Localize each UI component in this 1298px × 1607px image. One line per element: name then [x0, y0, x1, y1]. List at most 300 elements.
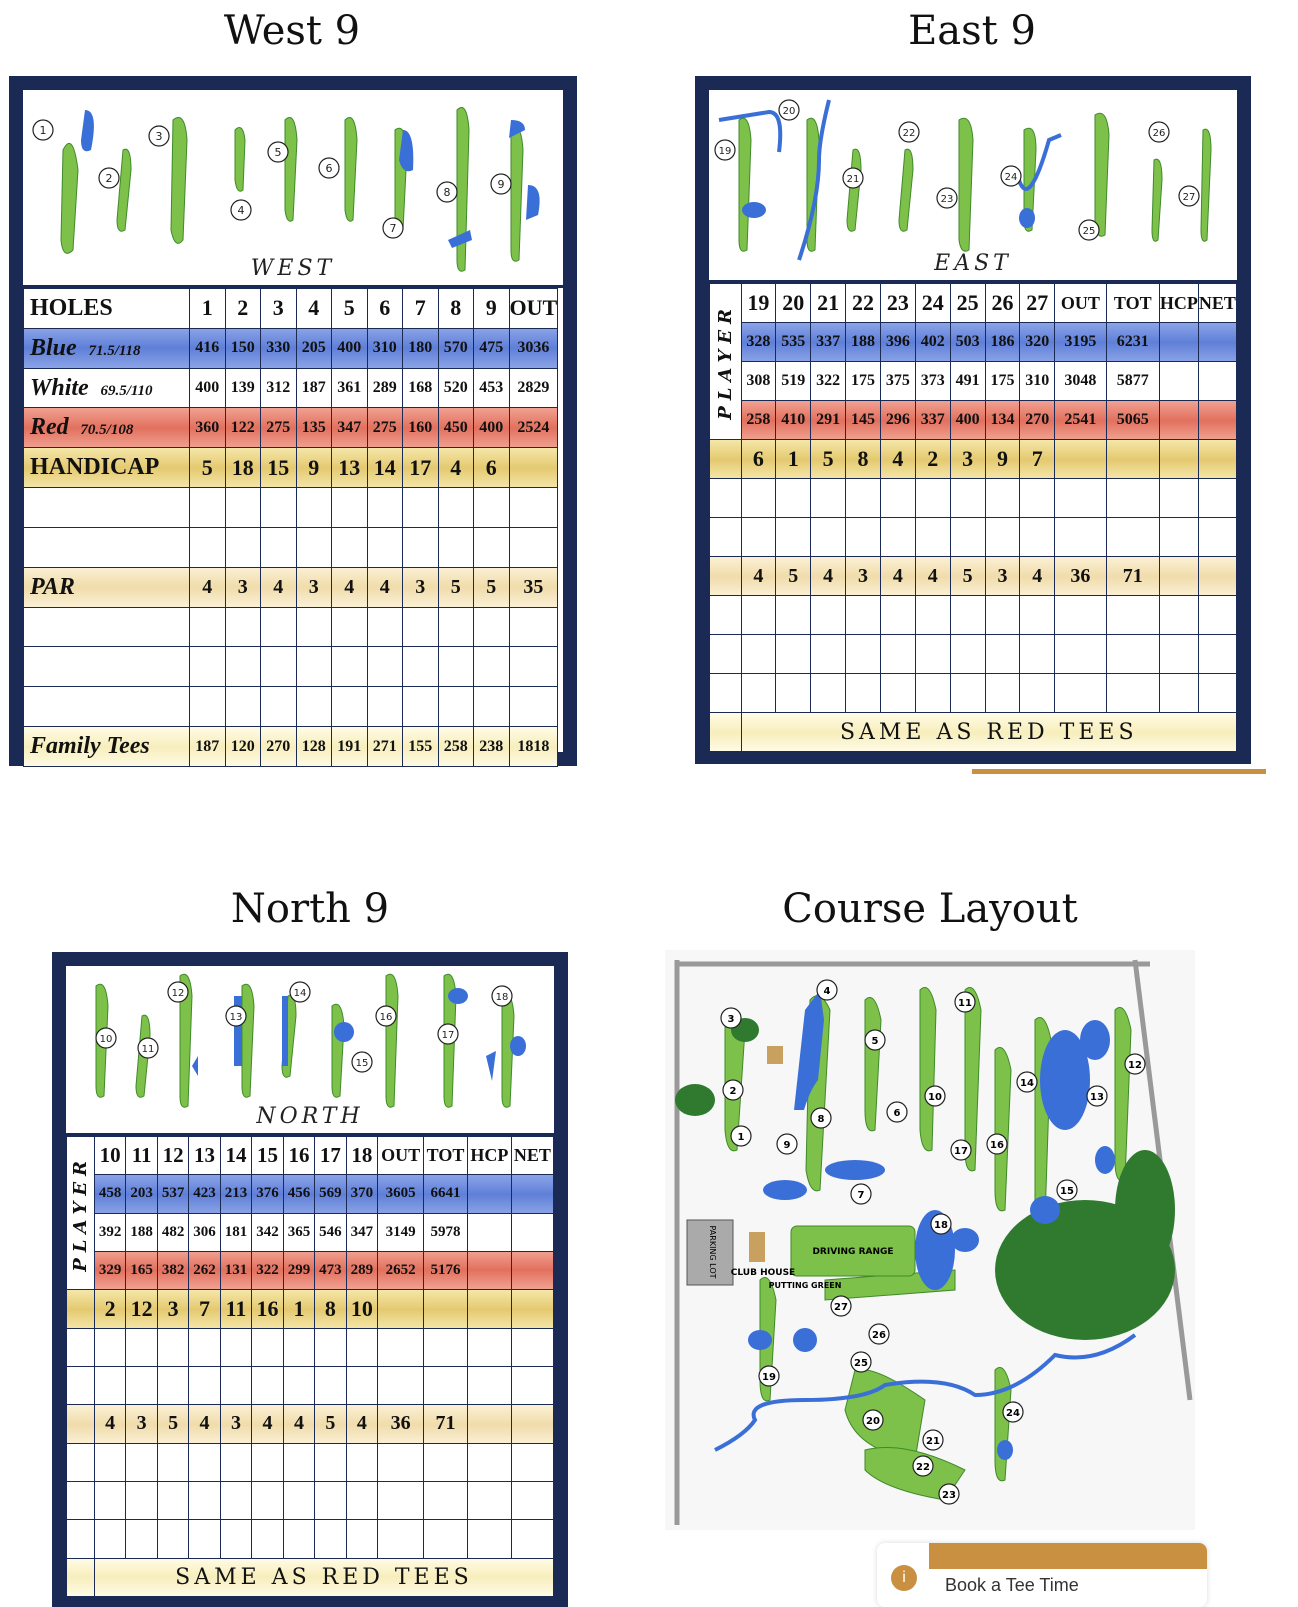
score-cell[interactable]: [261, 647, 297, 687]
book-tee-time-button[interactable]: [877, 1543, 1207, 1607]
score-cell[interactable]: [24, 647, 190, 687]
score-cell[interactable]: [315, 1481, 346, 1519]
hole-number: TOT: [424, 1137, 468, 1175]
score-cell[interactable]: [1055, 479, 1106, 518]
score-cell[interactable]: [811, 674, 846, 713]
score-cell[interactable]: [438, 527, 474, 567]
score-cell[interactable]: [846, 479, 881, 518]
score-cell[interactable]: [467, 1443, 511, 1481]
score-cell[interactable]: [252, 1443, 283, 1481]
score-cell[interactable]: [741, 596, 776, 635]
hole-marker-label: 19: [762, 1372, 776, 1383]
score-cell[interactable]: [367, 647, 403, 687]
score-cell[interactable]: [710, 479, 742, 518]
score-cell[interactable]: [378, 1481, 424, 1519]
score-cell[interactable]: [509, 687, 558, 727]
score-cell[interactable]: [252, 1328, 283, 1366]
svg-text:8: 8: [443, 186, 451, 199]
white-yardage-cell: 3149: [378, 1213, 424, 1251]
score-cell[interactable]: [126, 1481, 157, 1519]
score-cell[interactable]: [474, 687, 510, 727]
course-layout-map: [665, 950, 1195, 1530]
yardage-cell: 347: [332, 408, 368, 448]
hole-number: TOT: [1106, 284, 1159, 323]
score-cell[interactable]: [367, 687, 403, 727]
score-cell[interactable]: [811, 596, 846, 635]
east-course-map: [709, 90, 1237, 283]
score-cell[interactable]: [283, 1520, 314, 1558]
white-yardage-cell: 365: [283, 1213, 314, 1251]
hole-number: 10: [94, 1137, 125, 1175]
hole-number: 19: [741, 284, 776, 323]
score-cell[interactable]: [474, 647, 510, 687]
handicap-cell: 7: [189, 1290, 220, 1328]
score-cell[interactable]: [710, 596, 742, 635]
table-row: [24, 289, 558, 329]
score-cell[interactable]: [1020, 479, 1055, 518]
score-cell[interactable]: [261, 488, 297, 528]
yardage-cell: 570: [438, 328, 474, 368]
score-cell[interactable]: [741, 635, 776, 674]
hole-number: 27: [1020, 284, 1055, 323]
tee-name: White: [30, 374, 89, 401]
score-cell[interactable]: [261, 687, 297, 727]
handicap-cell: 11: [220, 1290, 251, 1328]
red-yardage-cell: 2652: [378, 1251, 424, 1289]
hole-marker-label: 5: [871, 1036, 879, 1047]
score-cell[interactable]: [225, 488, 261, 528]
white-yardage-cell: 546: [315, 1213, 346, 1251]
score-cell[interactable]: [424, 1481, 468, 1519]
family-yardage-cell: 120: [225, 727, 261, 767]
score-cell[interactable]: [225, 687, 261, 727]
score-cell[interactable]: [367, 527, 403, 567]
east-title: East 9: [908, 8, 1036, 54]
score-cell[interactable]: [776, 479, 811, 518]
score-cell[interactable]: [157, 1328, 188, 1366]
score-cell[interactable]: [511, 1366, 553, 1404]
score-cell[interactable]: [424, 1366, 468, 1404]
score-cell[interactable]: [985, 635, 1020, 674]
score-cell[interactable]: [315, 1328, 346, 1366]
score-cell[interactable]: [776, 596, 811, 635]
score-cell[interactable]: [511, 1443, 553, 1481]
score-cell[interactable]: [424, 1443, 468, 1481]
hole-number: HCP: [467, 1137, 511, 1175]
par-cell: 36: [1055, 557, 1106, 596]
svg-text:19: 19: [718, 146, 732, 157]
score-cell[interactable]: [332, 488, 368, 528]
par-cell: 5: [157, 1405, 188, 1443]
svg-text:2: 2: [105, 172, 113, 185]
score-cell[interactable]: [438, 687, 474, 727]
red-yardage-cell: [1159, 401, 1198, 440]
table-row: [67, 1137, 554, 1175]
score-cell[interactable]: [438, 607, 474, 647]
score-cell[interactable]: [296, 647, 332, 687]
hole-number: 21: [811, 284, 846, 323]
score-cell[interactable]: [741, 674, 776, 713]
score-cell[interactable]: [509, 488, 558, 528]
score-cell[interactable]: [346, 1520, 377, 1558]
score-cell[interactable]: [467, 1520, 511, 1558]
red-yardage-cell: 322: [252, 1251, 283, 1289]
score-cell[interactable]: [67, 1366, 95, 1404]
score-cell[interactable]: [67, 1520, 95, 1558]
table-row: [67, 1520, 554, 1558]
score-cell[interactable]: [915, 596, 950, 635]
yardage-cell: 18: [225, 448, 261, 488]
score-cell[interactable]: [710, 635, 742, 674]
score-cell[interactable]: [509, 527, 558, 567]
handicap-cell: 5: [811, 440, 846, 479]
hole-number: 17: [315, 1137, 346, 1175]
hole-marker-label: 6: [893, 1108, 901, 1119]
hole-marker-label: 23: [942, 1490, 956, 1501]
score-cell[interactable]: [1020, 635, 1055, 674]
score-cell[interactable]: [985, 674, 1020, 713]
score-cell[interactable]: [950, 518, 985, 557]
hole-number: 14: [220, 1137, 251, 1175]
score-cell[interactable]: [378, 1443, 424, 1481]
par-cell: 4: [811, 557, 846, 596]
score-cell[interactable]: [24, 488, 190, 528]
blue-yardage-cell: 188: [846, 323, 881, 362]
score-cell[interactable]: [378, 1520, 424, 1558]
hole-marker-label: 8: [817, 1114, 825, 1125]
white-yardage-cell: [511, 1213, 553, 1251]
score-cell[interactable]: [915, 479, 950, 518]
score-cell[interactable]: [846, 596, 881, 635]
score-cell[interactable]: [157, 1520, 188, 1558]
yardage-cell: 122: [225, 408, 261, 448]
yardage-cell: 2524: [509, 408, 558, 448]
score-cell[interactable]: [378, 1366, 424, 1404]
score-cell[interactable]: [438, 488, 474, 528]
score-cell[interactable]: [261, 607, 297, 647]
score-cell[interactable]: [94, 1481, 125, 1519]
blue-yardage-cell: 423: [189, 1175, 220, 1213]
score-cell[interactable]: [67, 1443, 95, 1481]
score-cell[interactable]: [346, 1443, 377, 1481]
score-cell[interactable]: [950, 674, 985, 713]
score-cell[interactable]: [225, 647, 261, 687]
score-cell[interactable]: [741, 518, 776, 557]
score-cell[interactable]: [346, 1481, 377, 1519]
score-cell[interactable]: [378, 1328, 424, 1366]
hole-marker-label: 21: [926, 1436, 940, 1447]
score-cell[interactable]: [985, 479, 1020, 518]
score-cell[interactable]: [189, 1328, 220, 1366]
score-cell[interactable]: [511, 1328, 553, 1366]
score-cell[interactable]: [1159, 674, 1198, 713]
table-row: [710, 635, 1237, 674]
score-cell[interactable]: [403, 488, 439, 528]
score-cell[interactable]: [511, 1481, 553, 1519]
table-row: [67, 1405, 554, 1443]
score-cell[interactable]: [261, 527, 297, 567]
score-cell[interactable]: [220, 1328, 251, 1366]
score-cell[interactable]: [1106, 635, 1159, 674]
score-cell[interactable]: [126, 1328, 157, 1366]
accent-line: [972, 769, 1266, 774]
red-yardage-cell: [1198, 401, 1236, 440]
score-cell[interactable]: [220, 1481, 251, 1519]
player-label: PLAYER: [69, 1154, 91, 1272]
score-cell[interactable]: [985, 518, 1020, 557]
yardage-cell: 3036: [509, 328, 558, 368]
hole-number: OUT: [378, 1137, 424, 1175]
score-cell[interactable]: [296, 607, 332, 647]
score-cell[interactable]: [846, 674, 881, 713]
family-yardage-cell: 128: [296, 727, 332, 767]
score-cell[interactable]: [126, 1443, 157, 1481]
white-yardage-cell: 491: [950, 362, 985, 401]
score-cell[interactable]: [94, 1328, 125, 1366]
score-cell[interactable]: [1159, 635, 1198, 674]
score-cell[interactable]: [315, 1443, 346, 1481]
yardage-cell: 361: [332, 368, 368, 408]
score-cell[interactable]: [1159, 518, 1198, 557]
score-cell[interactable]: [846, 635, 881, 674]
score-cell[interactable]: [367, 607, 403, 647]
score-cell[interactable]: [126, 1520, 157, 1558]
red-yardage-cell: 131: [220, 1251, 251, 1289]
score-cell[interactable]: [1020, 518, 1055, 557]
red-yardage-cell: 262: [189, 1251, 220, 1289]
score-cell[interactable]: [467, 1366, 511, 1404]
handicap-cell: 3: [157, 1290, 188, 1328]
score-cell[interactable]: [220, 1366, 251, 1404]
table-row: [710, 323, 1237, 362]
score-cell[interactable]: [776, 518, 811, 557]
blue-yardage-cell: 396: [880, 323, 915, 362]
score-cell[interactable]: [474, 607, 510, 647]
score-cell[interactable]: [1159, 596, 1198, 635]
score-cell[interactable]: [296, 488, 332, 528]
table-row: [24, 687, 558, 727]
score-cell[interactable]: [315, 1366, 346, 1404]
score-cell[interactable]: [252, 1520, 283, 1558]
score-cell[interactable]: [252, 1481, 283, 1519]
score-cell[interactable]: [332, 607, 368, 647]
tee-name: Blue: [30, 334, 77, 361]
score-cell[interactable]: [346, 1366, 377, 1404]
score-cell[interactable]: [811, 518, 846, 557]
handicap-cell: 8: [315, 1290, 346, 1328]
yardage-cell: 475: [474, 328, 510, 368]
hole-marker-label: 9: [783, 1140, 791, 1151]
building: [767, 1046, 783, 1064]
score-cell[interactable]: [424, 1328, 468, 1366]
score-cell[interactable]: [710, 674, 742, 713]
yardage-cell: 5: [190, 448, 226, 488]
score-cell[interactable]: [811, 635, 846, 674]
score-cell[interactable]: [915, 518, 950, 557]
score-cell[interactable]: [1198, 596, 1236, 635]
yardage-cell: 15: [261, 448, 297, 488]
blue-yardage-cell: 320: [1020, 323, 1055, 362]
handicap-cell: 2: [915, 440, 950, 479]
yardage-cell: 2829: [509, 368, 558, 408]
score-cell[interactable]: [467, 1328, 511, 1366]
score-cell[interactable]: [950, 479, 985, 518]
score-cell[interactable]: [880, 518, 915, 557]
red-yardage-cell: 382: [157, 1251, 188, 1289]
svg-text:9: 9: [497, 178, 505, 191]
white-yardage-cell: 308: [741, 362, 776, 401]
score-cell[interactable]: [367, 488, 403, 528]
score-cell[interactable]: [1198, 635, 1236, 674]
score-cell[interactable]: [710, 518, 742, 557]
score-cell[interactable]: [509, 607, 558, 647]
score-cell[interactable]: [190, 687, 226, 727]
score-cell[interactable]: [67, 1328, 95, 1366]
score-cell[interactable]: [220, 1520, 251, 1558]
score-cell[interactable]: [880, 674, 915, 713]
score-cell[interactable]: [1159, 479, 1198, 518]
yardage-cell: 205: [296, 328, 332, 368]
yardage-cell: 150: [225, 328, 261, 368]
score-cell[interactable]: [126, 1366, 157, 1404]
score-cell[interactable]: [296, 527, 332, 567]
red-yardage-cell: [467, 1251, 511, 1289]
book-tee-time-label: Book a Tee Time: [945, 1575, 1079, 1595]
score-cell[interactable]: [1198, 479, 1236, 518]
red-yardage-cell: 165: [126, 1251, 157, 1289]
score-cell[interactable]: [1106, 596, 1159, 635]
score-cell[interactable]: [880, 596, 915, 635]
score-cell[interactable]: [157, 1481, 188, 1519]
score-cell[interactable]: [24, 607, 190, 647]
score-cell[interactable]: [511, 1520, 553, 1558]
score-cell[interactable]: [915, 635, 950, 674]
red-yardage-cell: 296: [880, 401, 915, 440]
west-title: West 9: [223, 8, 361, 54]
handicap-cell: 1: [776, 440, 811, 479]
score-cell[interactable]: [811, 479, 846, 518]
score-cell[interactable]: [332, 687, 368, 727]
score-cell[interactable]: [283, 1481, 314, 1519]
red-yardage-cell: 291: [811, 401, 846, 440]
score-cell[interactable]: [985, 596, 1020, 635]
score-cell[interactable]: [1055, 596, 1106, 635]
score-cell[interactable]: [880, 479, 915, 518]
yardage-cell: 168: [403, 368, 439, 408]
score-cell[interactable]: [776, 674, 811, 713]
score-cell[interactable]: [509, 647, 558, 687]
score-cell[interactable]: [1106, 479, 1159, 518]
hole-number: 7: [403, 289, 439, 329]
score-cell[interactable]: [190, 527, 226, 567]
score-cell[interactable]: [403, 647, 439, 687]
score-cell[interactable]: [332, 647, 368, 687]
score-cell[interactable]: [474, 488, 510, 528]
score-cell[interactable]: [94, 1520, 125, 1558]
score-cell[interactable]: [1106, 518, 1159, 557]
table-row: [710, 362, 1237, 401]
yardage-cell: 4: [438, 448, 474, 488]
score-cell[interactable]: [403, 527, 439, 567]
score-cell[interactable]: [1020, 674, 1055, 713]
score-cell[interactable]: [94, 1366, 125, 1404]
score-cell[interactable]: [189, 1481, 220, 1519]
score-cell[interactable]: [776, 635, 811, 674]
score-cell[interactable]: [225, 607, 261, 647]
score-cell[interactable]: [190, 607, 226, 647]
table-row: [710, 401, 1237, 440]
score-cell[interactable]: [190, 488, 226, 528]
score-cell[interactable]: [403, 607, 439, 647]
score-cell[interactable]: [94, 1443, 125, 1481]
hole-marker-label: 12: [1128, 1060, 1142, 1071]
score-cell[interactable]: [24, 687, 190, 727]
table-row: [24, 527, 558, 567]
score-cell[interactable]: [157, 1443, 188, 1481]
score-cell[interactable]: [1198, 674, 1236, 713]
score-cell[interactable]: [438, 647, 474, 687]
score-cell[interactable]: [67, 1481, 95, 1519]
score-cell[interactable]: [283, 1328, 314, 1366]
score-cell[interactable]: [252, 1366, 283, 1404]
hole-marker-label: 13: [1090, 1092, 1104, 1103]
svg-text:7: 7: [389, 222, 397, 235]
east-scorecard: [695, 76, 1251, 764]
score-cell[interactable]: [880, 635, 915, 674]
tee-label-white: [24, 368, 190, 408]
score-cell[interactable]: [1198, 518, 1236, 557]
score-cell[interactable]: [1055, 635, 1106, 674]
score-cell[interactable]: [915, 674, 950, 713]
score-cell[interactable]: [1106, 674, 1159, 713]
score-cell[interactable]: [283, 1443, 314, 1481]
parking-lot-label: PARKING LOT: [708, 1225, 717, 1279]
score-cell[interactable]: [467, 1481, 511, 1519]
score-cell[interactable]: [950, 596, 985, 635]
score-cell[interactable]: [220, 1443, 251, 1481]
score-cell[interactable]: [1055, 674, 1106, 713]
handicap-cell: 9: [985, 440, 1020, 479]
score-cell[interactable]: [189, 1520, 220, 1558]
svg-text:15: 15: [355, 1058, 369, 1069]
score-cell[interactable]: [283, 1366, 314, 1404]
score-cell[interactable]: [189, 1443, 220, 1481]
score-cell[interactable]: [190, 647, 226, 687]
score-cell[interactable]: [1055, 518, 1106, 557]
score-cell[interactable]: [950, 635, 985, 674]
handicap-cell: [424, 1290, 468, 1328]
hole-number: 5: [332, 289, 368, 329]
score-cell[interactable]: [424, 1520, 468, 1558]
score-cell[interactable]: [24, 527, 190, 567]
score-cell[interactable]: [403, 687, 439, 727]
score-cell[interactable]: [741, 479, 776, 518]
hole-marker-label: 4: [823, 986, 831, 997]
white-yardage-cell: 519: [776, 362, 811, 401]
score-cell[interactable]: [225, 527, 261, 567]
score-cell[interactable]: [189, 1366, 220, 1404]
score-cell[interactable]: [157, 1366, 188, 1404]
score-cell[interactable]: [1020, 596, 1055, 635]
score-cell[interactable]: [474, 527, 510, 567]
table-row: [67, 1366, 554, 1404]
hole-marker-label: 11: [958, 998, 972, 1009]
score-cell[interactable]: [332, 527, 368, 567]
score-cell[interactable]: [296, 687, 332, 727]
score-cell[interactable]: [346, 1328, 377, 1366]
score-cell[interactable]: [315, 1520, 346, 1558]
score-cell[interactable]: [846, 518, 881, 557]
